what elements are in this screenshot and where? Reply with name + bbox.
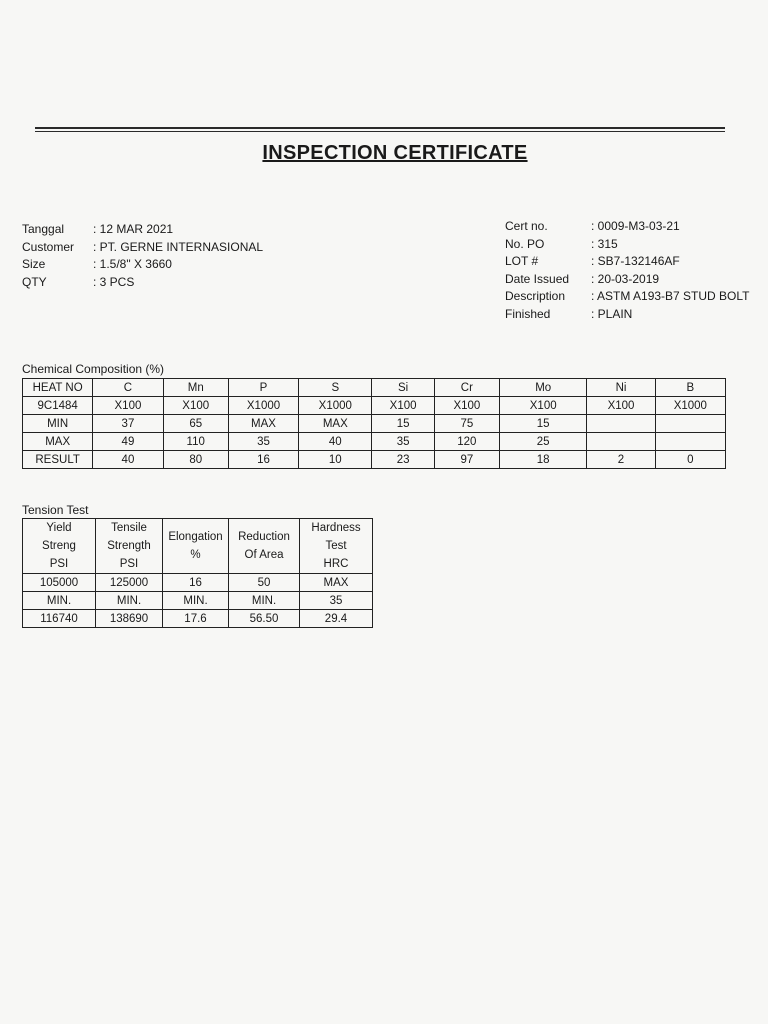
info-label: Customer [22,239,75,254]
table-cell: RESULT [23,451,93,469]
table-cell: 17.6 [163,610,229,628]
table-cell: MIN. [23,592,96,610]
info-row-size [22,256,263,274]
tension-test-title: Tension Test [22,503,89,517]
info-row-finished [505,306,750,324]
info-row-date-issued [505,271,750,289]
table-cell: 18 [500,451,587,469]
header-line: Reduction [238,531,290,543]
info-value: : 12 MAR 2021 [93,222,174,236]
table-cell: 10 [299,451,372,469]
info-label: QTY [22,274,47,289]
table-cell: 125000 [96,574,163,592]
table-cell: MIN. [163,592,229,610]
table-cell: 29.4 [300,610,373,628]
info-row-description [505,288,750,306]
info-row-lot [505,253,750,271]
table-cell: X1000 [655,397,725,415]
page-title: INSPECTION CERTIFICATE [262,142,528,164]
table-cell: 23 [372,451,434,469]
table-cell: 40 [299,433,372,451]
table-cell: P [228,379,298,397]
info-label: Description [505,289,566,303]
table-cell: X100 [434,397,499,415]
left-info-block [22,221,263,291]
table-cell: MIN. [96,592,163,610]
info-label: Size [22,257,46,271]
tension-header-cell [96,519,163,574]
info-row-qty [22,274,263,292]
header-line: Strength [107,540,151,552]
table-cell: Mo [500,379,587,397]
table-cell: 9C1484 [23,397,93,415]
chemical-composition-title: Chemical Composition (%) [22,362,165,376]
table-cell: 15 [500,415,587,433]
chem-heat-row [23,397,726,415]
info-value: : 315 [591,236,618,251]
tension-header-cell [23,519,96,574]
header-line: Of Area [244,549,284,561]
info-row-tanggal [22,221,263,239]
table-cell: X100 [93,397,163,415]
table-cell: X100 [587,397,655,415]
table-cell: MAX [228,415,298,433]
info-value: : 1.5/8" X 3660 [93,257,172,271]
table-cell: HEAT NO [23,379,93,397]
table-cell: X1000 [228,397,298,415]
chemical-composition-table [22,378,726,469]
table-cell [587,433,655,451]
table-cell: 120 [434,433,499,451]
table-cell: 16 [228,451,298,469]
header-line: PSI [49,558,69,570]
header-line: Tensile [111,522,147,534]
right-info-block [505,218,750,323]
info-value: : SB7-132146AF [591,254,680,268]
table-cell: 105000 [23,574,96,592]
table-cell: MAX [299,415,372,433]
info-row-customer [22,239,263,257]
info-row-po [505,236,750,254]
table-cell: 49 [93,433,163,451]
tension-result-row [23,610,373,628]
header-line: Hardness [311,522,361,534]
table-cell: Mn [163,379,228,397]
table-cell: 15 [372,415,434,433]
table-cell: S [299,379,372,397]
info-label: LOT # [505,254,539,268]
info-value: : PT. GERNE INTERNASIONAL [93,239,264,254]
chem-max-row [23,433,726,451]
table-cell: 37 [93,415,163,433]
table-cell: Cr [434,379,499,397]
info-label: No. PO [505,236,545,251]
tension-header-cell [229,519,300,574]
table-cell: MAX [23,433,93,451]
table-cell [655,415,725,433]
table-cell: Si [372,379,434,397]
table-cell: 110 [163,433,228,451]
table-cell: MIN. [229,592,300,610]
table-cell: Ni [587,379,655,397]
header-line: Elongation [168,531,223,543]
info-value: : ASTM A193-B7 STUD BOLT [591,289,750,303]
chem-header-row [23,379,726,397]
tension-header-cell [163,519,229,574]
tension-min-row [23,592,373,610]
table-cell: X100 [163,397,228,415]
header-line: HRC [323,558,349,570]
table-cell: X100 [500,397,587,415]
table-cell: 50 [229,574,300,592]
info-label: Finished [505,306,551,321]
info-label: Date Issued [505,271,570,286]
header-line: PSI [119,558,139,570]
info-row-cert-no [505,218,750,236]
chem-result-row [23,451,726,469]
table-cell: C [93,379,163,397]
table-cell: 80 [163,451,228,469]
table-cell: 25 [500,433,587,451]
table-cell [655,433,725,451]
table-cell: 40 [93,451,163,469]
table-cell: 75 [434,415,499,433]
table-cell: 116740 [23,610,96,628]
info-value: : 20-03-2019 [591,271,660,286]
info-value: : PLAIN [591,306,633,321]
table-cell: X100 [372,397,434,415]
table-cell: 65 [163,415,228,433]
top-rule-upper [35,127,725,129]
tension-spec-row [23,574,373,592]
chem-min-row [23,415,726,433]
header-line: Test [325,540,347,552]
header-line: % [190,549,201,561]
tension-header-row [23,519,373,574]
table-cell: 0 [655,451,725,469]
info-value: : 3 PCS [93,274,135,289]
table-cell: 138690 [96,610,163,628]
table-cell: MAX [300,574,373,592]
table-cell: 56.50 [229,610,300,628]
table-cell: 2 [587,451,655,469]
tension-header-cell [300,519,373,574]
header-line: Yield [46,522,72,534]
table-cell: B [655,379,725,397]
info-label: Tanggal [22,222,65,236]
table-cell: MIN [23,415,93,433]
info-value: : 0009-M3-03-21 [591,219,680,233]
tension-test-table [22,518,373,628]
table-cell: 97 [434,451,499,469]
table-cell: 16 [163,574,229,592]
top-rule-lower [35,131,725,132]
table-cell: 35 [228,433,298,451]
table-cell: X1000 [299,397,372,415]
table-cell [587,415,655,433]
table-cell: 35 [372,433,434,451]
info-label: Cert no. [505,219,548,233]
header-line: Streng [42,540,76,552]
table-cell: 35 [300,592,373,610]
